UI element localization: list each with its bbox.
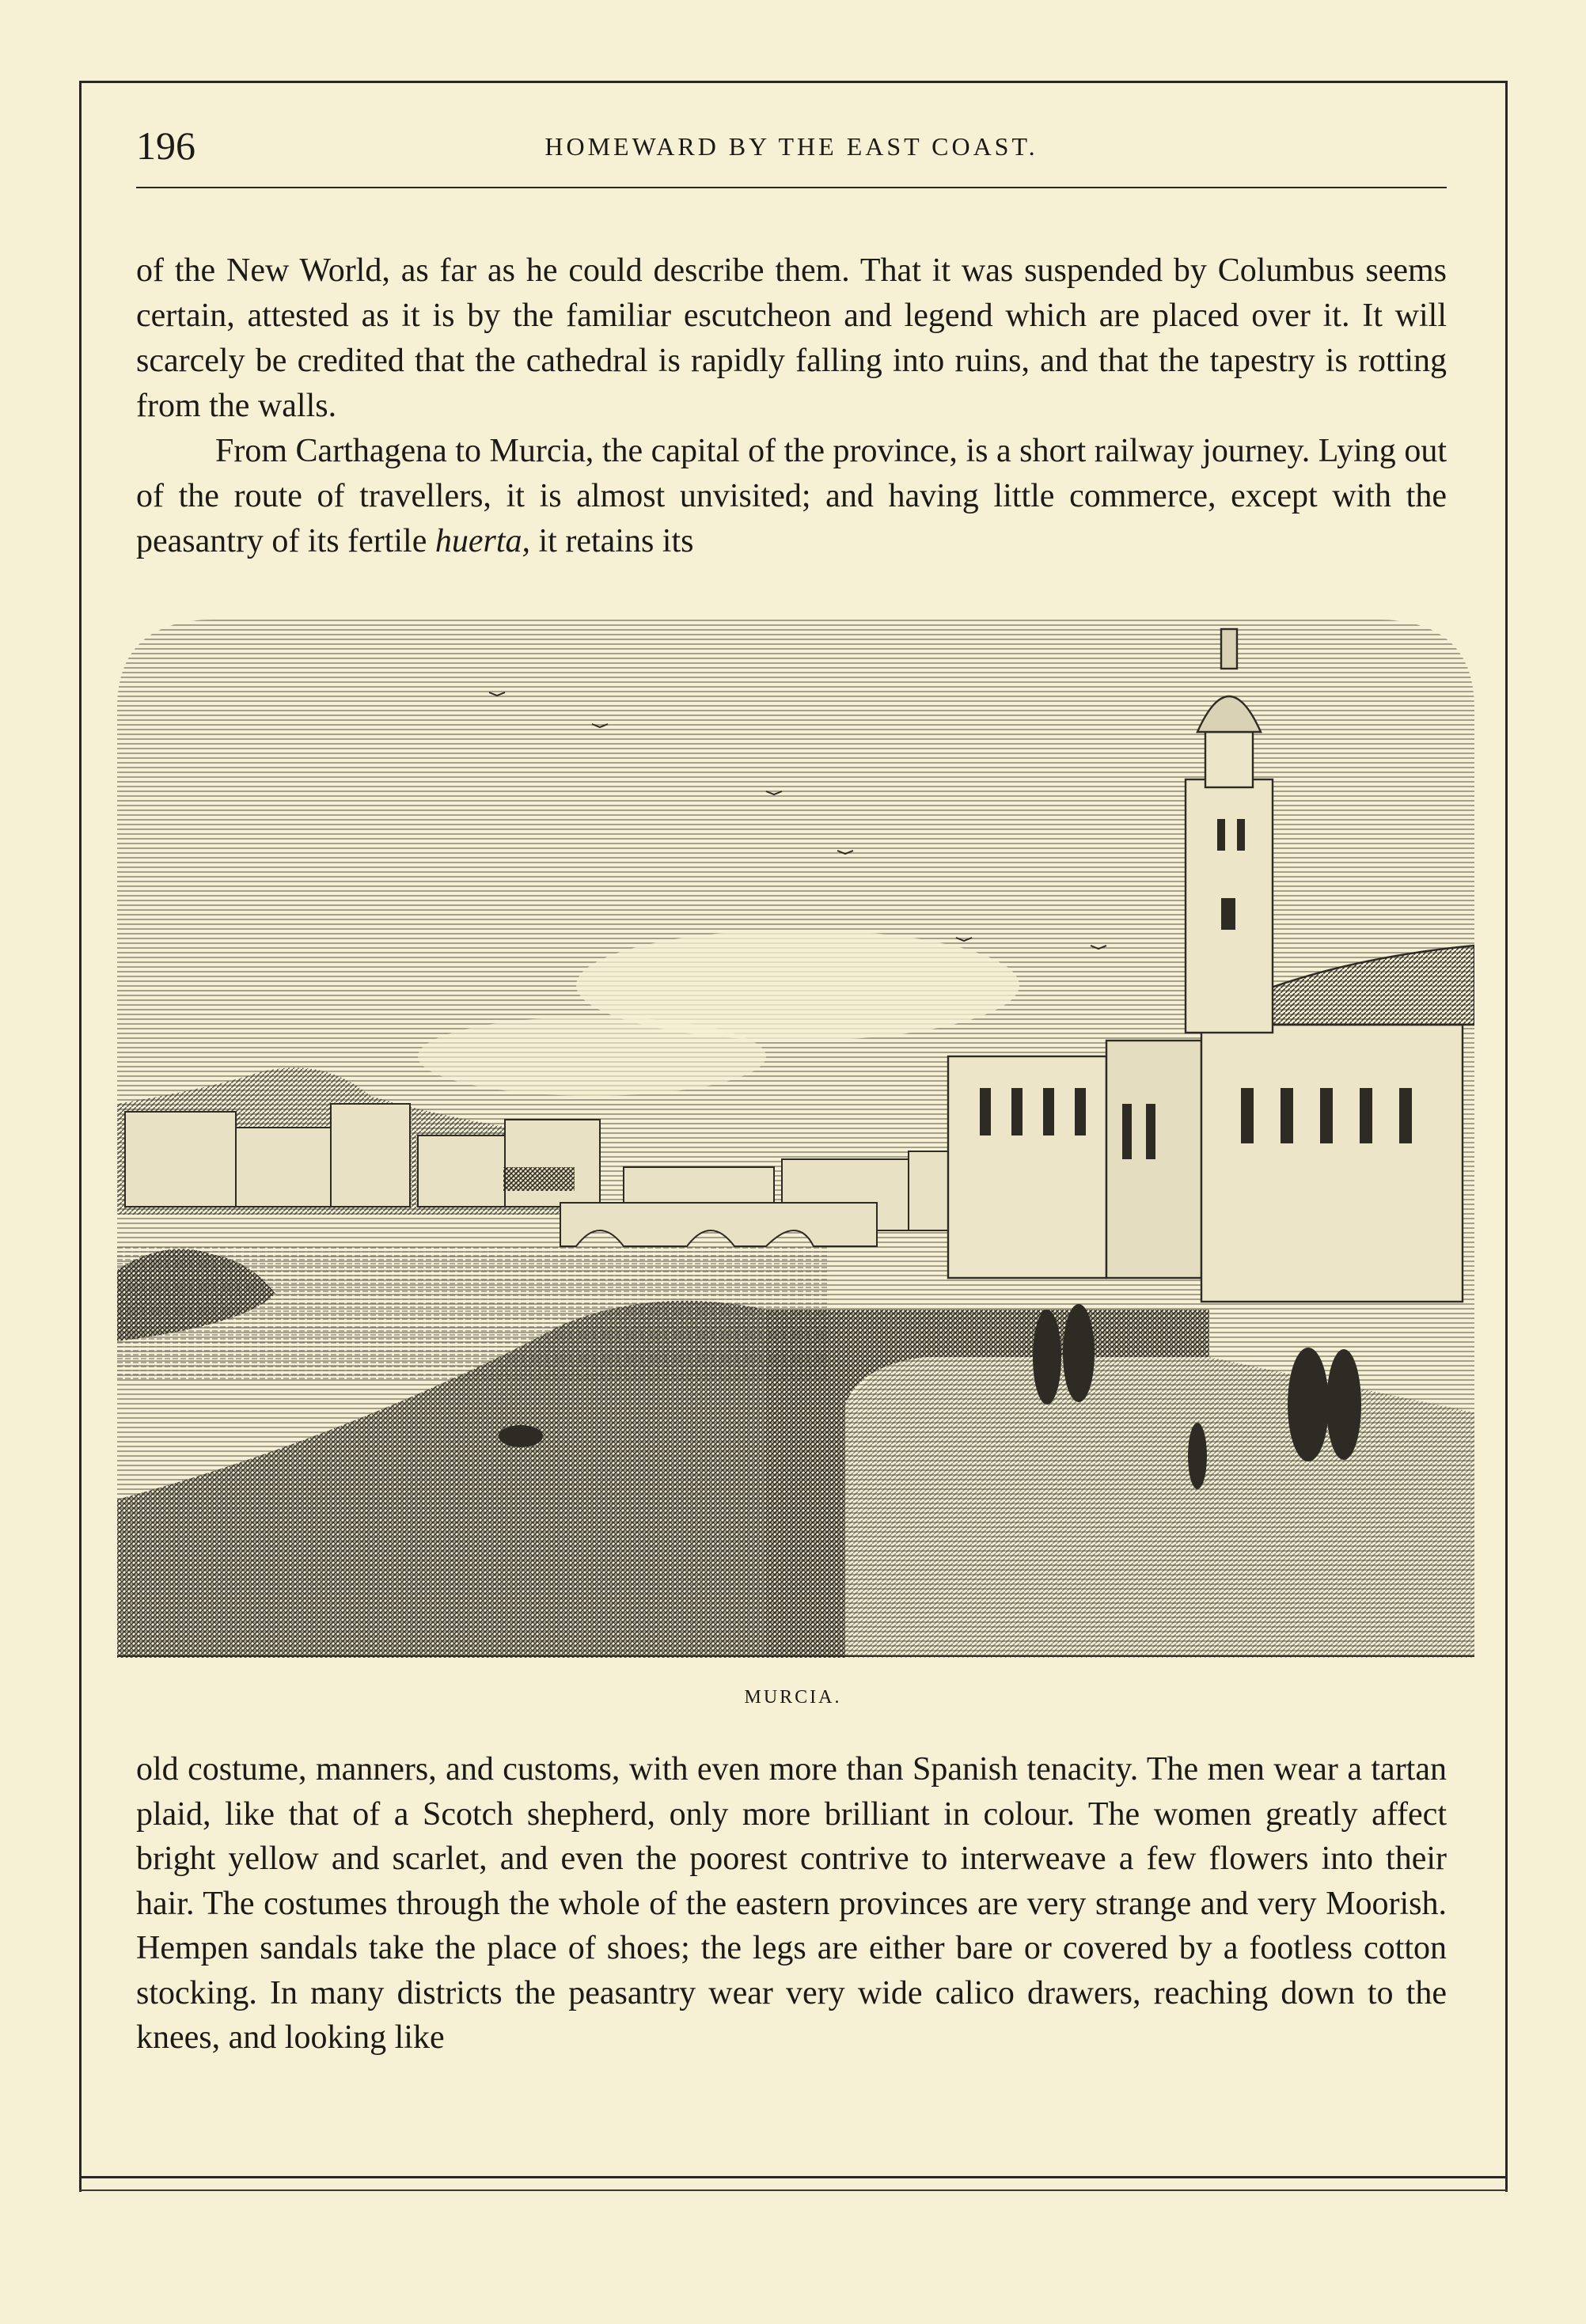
text-block-bottom	[136, 1747, 1447, 2061]
paragraph: old costume, manners, and customs, with even more than Spanish tenacity. The men wear a tartan plaid, like that of a Scotch shepherd, only more brilliant in colour. The women greatly affect bright yellow and scarlet, and even the poorest contrive to interweave a few flowers into their hair. The costumes through the whole of the eastern provinces are very strange and very Moorish. Hempen sandals take the place of shoes; the legs are either bare or covered by a footless cotton stocking. In many districts the peasantry wear very wide calico drawers, reaching down to the knees, and looking like	[136, 1751, 1447, 2056]
italic-term: huerta,	[434, 523, 531, 559]
page-number: 196	[136, 123, 195, 168]
text-block-top	[136, 248, 1447, 564]
running-head	[136, 123, 1447, 170]
running-title: HOMEWARD BY THE EAST COAST.	[544, 132, 1038, 161]
figure-caption: MURCIA.	[744, 1687, 842, 1708]
text-run: From Carthagena to Murcia, the capital of the province, is a short railway journey. Lying out of the route of travellers, it is almost unvisited; and having little commerce, except with the peasantry of its fertile	[136, 433, 1447, 559]
text-run: it retains its	[530, 523, 694, 559]
paragraph	[136, 429, 1447, 564]
paragraph: of the New World, as far as he could describe them. That it was suspended by Columbus seems certain, attested as it is by the familiar escutcheon and legend which are placed over it. It will scarcely be credited that the cathedral is rapidly falling into ruins, and that the tapestry is rotting from the walls.	[136, 252, 1447, 424]
bottom-rule	[79, 2176, 1508, 2178]
header-rule	[136, 187, 1447, 188]
bottom-rule-thin	[79, 2189, 1508, 2191]
murcia-engraving	[117, 613, 1474, 1658]
